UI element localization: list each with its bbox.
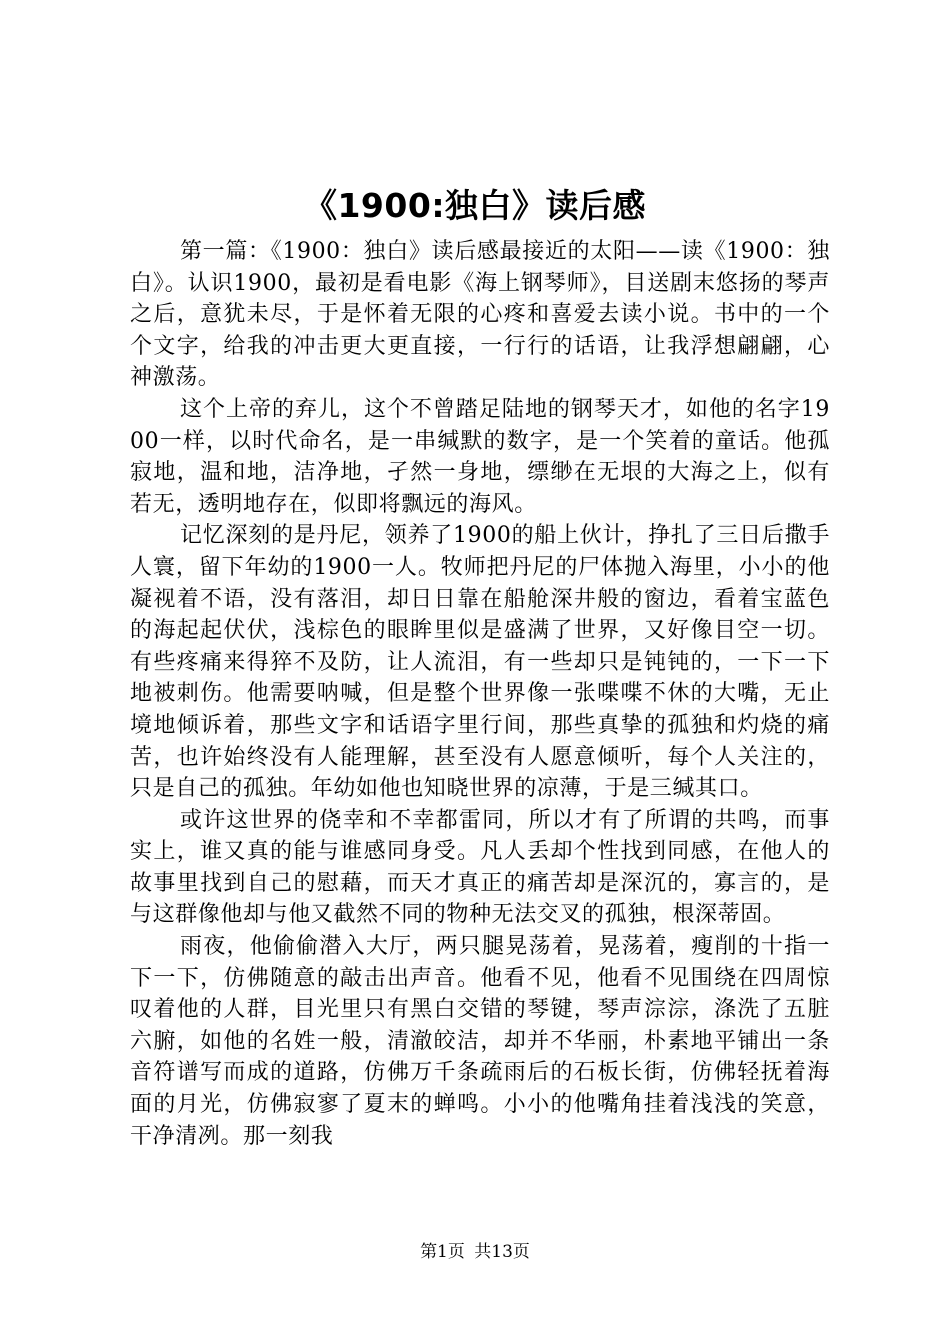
page-footer [0,1240,950,1264]
paragraph-3: 记忆深刻的是丹尼，领养了1900的船上伙计，挣扎了三日后撒手人寰，留下年幼的1900一人。牧师把丹尼的尸体抛入海里，小小的他凝视着不语，没有落泪，却日日靠在船舱深井般的窗边，看着宝蓝色的海起起伏伏，浅棕色的眼眸里似是盛满了世界，又好像目空一切。有些疼痛来得猝不及防，让人流泪，有一些却只是钝钝的，一下一下地被刺伤。他需要呐喊，但是整个世界像一张喋喋不休的大嘴，无止境地倾诉着，那些文字和话语字里行间，那些真挚的孤独和灼烧的痛苦，也许始终没有人能理解，甚至没有人愿意倾听，每个人关注的，只是自己的孤独。年幼如他也知晓世界的凉薄，于是三缄其口。 [130,523,830,802]
paragraph-1: 第一篇：《1900：独白》读后感最接近的太阳——读《1900：独白》。认识1900，最初是看电影《海上钢琴师》，目送剧末悠扬的琴声之后，意犹未尽，于是怀着无限的心疼和喜爱去读小说。书中的一个个文字，给我的冲击更大更直接，一行行的话语，让我浮想翩翩，心神激荡。 [130,239,830,391]
paragraph-5: 雨夜，他偷偷潜入大厅，两只腿晃荡着，晃荡着，瘦削的十指一下一下，仿佛随意的敲击出声音。他看不见，他看不见围绕在四周惊叹着他的人群，目光里只有黑白交错的琴键，琴声淙淙，涤洗了五脏六腑，如他的名姓一般，清澈皎洁，却并不华丽，朴素地平铺出一条音符谱写而成的道路，仿佛万千条疏雨后的石板长街，仿佛轻抚着海面的月光，仿佛寂寥了夏末的蝉鸣。小小的他嘴角挂着浅浅的笑意，干净清冽。那一刻我 [130,934,830,1149]
paragraph-2: 这个上帝的弃儿，这个不曾踏足陆地的钢琴天才，如他的名字1900一样，以时代命名，是一串缄默的数字，是一个笑着的童话。他孤寂地，温和地，洁净地，孑然一身地，缥缈在无垠的大海之上，似有若无，透明地存在，似即将飘远的海风。 [130,396,830,517]
page-number: 第1页 [420,1242,465,1262]
document-body [130,236,830,1152]
page-total: 共13页 [474,1242,530,1262]
paragraph-4: 或许这世界的侥幸和不幸都雷同，所以才有了所谓的共鸣，而事实上，谁又真的能与谁感同身受。凡人丢却个性找到同感，在他人的故事里找到自己的慰藉，而天才真正的痛苦却是深沉的，寡言的，是与这群像他却与他又截然不同的物种无法交叉的孤独，根深蒂固。 [130,807,830,928]
document-title: 《1900:独白》读后感 [303,186,647,225]
